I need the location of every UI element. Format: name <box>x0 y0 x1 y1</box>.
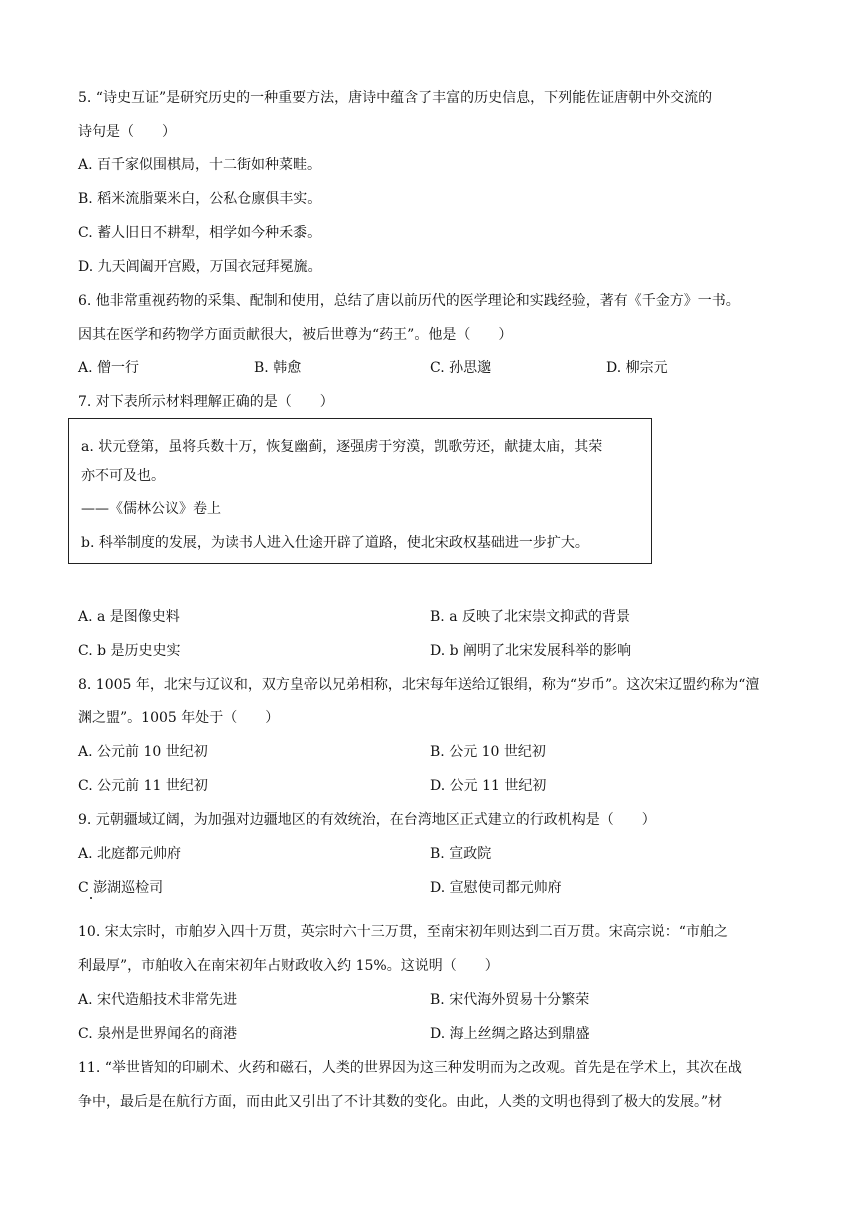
q8-stem-line2: 渊之盟”。1005 年处于（ ） <box>78 710 280 726</box>
q9-option-b: B. 宣政院 <box>430 846 492 862</box>
q7-option-a: A. a 是图像史料 <box>78 609 180 625</box>
q8-option-a: A. 公元前 10 世纪初 <box>78 744 208 760</box>
q10-option-d: D. 海上丝绸之路达到鼎盛 <box>430 1026 590 1042</box>
q7-material-a-line2: 亦不可及也。 <box>81 468 165 484</box>
q5-stem-line1: 5. “诗史互证”是研究历史的一种重要方法，唐诗中蕴含了丰富的历史信息，下列能佐证唐朝中外交流的 <box>78 90 713 106</box>
q11-stem-line2: 争中，最后是在航行方面，而由此又引出了不计其数的变化。由此，人类的文明也得到了极大的发展。”材 <box>78 1094 723 1110</box>
q7-material-b-line: b. 科举制度的发展，为读书人进入仕途开辟了道路，使北宋政权基础进一步扩大。 <box>81 535 589 551</box>
q6-option-d: D. 柳宗元 <box>606 360 668 376</box>
q7-option-c: C. b 是历史史实 <box>78 643 181 659</box>
q6-stem-line2: 因其在医学和药物学方面贡献很大，被后世尊为“药王”。他是（ ） <box>78 327 513 343</box>
q9-option-d: D. 宣慰使司都元帅府 <box>430 880 562 896</box>
q10-option-a: A. 宋代造船技术非常先进 <box>78 992 238 1008</box>
q6-stem-line1: 6. 他非常重视药物的采集、配制和使用，总结了唐以前历代的医学理论和实践经验，著有《千金方》一书。 <box>78 293 740 309</box>
q7-option-b: B. a 反映了北宋崇文抑武的背景 <box>430 609 630 625</box>
q8-option-b: B. 公元 10 世纪初 <box>430 744 546 760</box>
q10-stem-line2: 利最厚”，市舶收入在南宋初年占财政收入约 15%。这说明（ ） <box>78 958 499 974</box>
q10-option-c: C. 泉州是世界闻名的商港 <box>78 1026 238 1042</box>
q5-option-c: C. 蓄人旧日不耕犁，相学如今种禾黍。 <box>78 225 322 241</box>
q5-stem-line2: 诗句是（ ） <box>78 124 176 140</box>
q11-stem-line1: 11. “举世皆知的印刷术、火药和磁石，人类的世界因为这三种发明而为之改观。首先是在学术上，其次在战 <box>78 1060 742 1076</box>
q10-stem-line1: 10. 宋太宗时，市舶岁入四十万贯，英宗时六十三万贯，至南宋初年则达到二百万贯。宋高宗说：“市舶之 <box>78 924 728 940</box>
stray-dot-mark <box>90 897 92 899</box>
q6-option-b: B. 韩愈 <box>254 360 302 376</box>
q7-option-d: D. b 阐明了北宋发展科举的影响 <box>430 643 632 659</box>
q6-option-c: C. 孙思邈 <box>430 360 492 376</box>
q5-option-a: A. 百千家似围棋局，十二街如种菜畦。 <box>78 157 322 173</box>
q7-material-box <box>68 418 652 564</box>
q9-option-a: A. 北庭都元帅府 <box>78 846 182 862</box>
q9-option-c: C 澎湖巡检司 <box>78 880 164 896</box>
q8-stem-line1: 8. 1005 年，北宋与辽议和，双方皇帝以兄弟相称，北宋每年送给辽银绢，称为“岁币”。这次宋辽盟约称为“澶 <box>78 677 760 693</box>
q7-material-source: ——《儒林公议》卷上 <box>81 501 221 517</box>
q9-stem: 9. 元朝疆域辽阔，为加强对边疆地区的有效统治，在台湾地区正式建立的行政机构是（ ） <box>78 812 656 828</box>
q5-option-d: D. 九天阊阖开宫殿，万国衣冠拜冕旒。 <box>78 259 322 275</box>
q6-option-a: A. 僧一行 <box>78 360 140 376</box>
q8-option-d: D. 公元 11 世纪初 <box>430 778 547 794</box>
q7-stem: 7. 对下表所示材料理解正确的是（ ） <box>78 394 334 410</box>
q10-option-b: B. 宋代海外贸易十分繁荣 <box>430 992 590 1008</box>
q7-material-a-line1: a. 状元登第，虽将兵数十万，恢复幽蓟，逐强虏于穷漠，凯歌劳还，献捷太庙，其荣 <box>81 439 603 455</box>
q5-option-b: B. 稻米流脂粟米白，公私仓廪俱丰实。 <box>78 191 322 207</box>
q8-option-c: C. 公元前 11 世纪初 <box>78 778 208 794</box>
